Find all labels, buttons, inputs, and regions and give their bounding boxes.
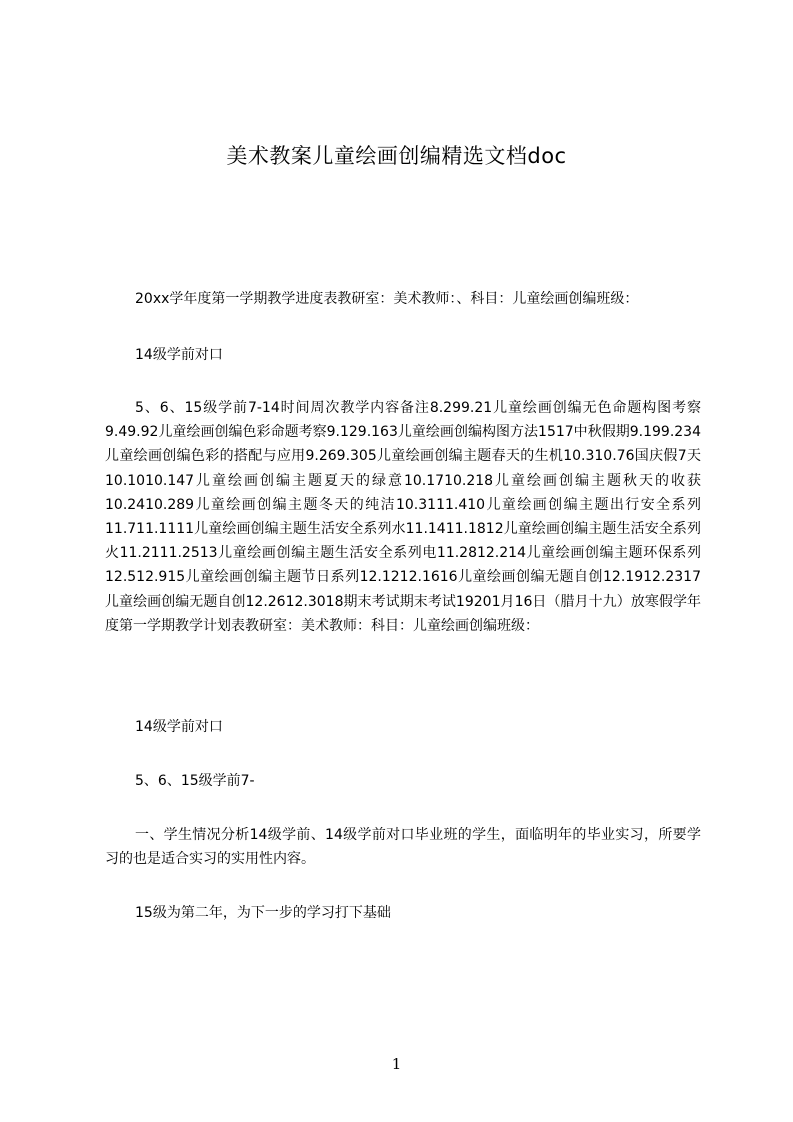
paragraph-schedule-header: 20xx学年度第一学期教学进度表教研室：美术教师：、科目：儿童绘画创编班级： bbox=[135, 291, 639, 307]
paragraph-second-year: 15级为第二年，为下一步的学习打下基础 bbox=[135, 905, 391, 921]
document-title: 美术教案儿童绘画创编精选文档doc bbox=[226, 144, 567, 168]
paragraph-class-name-2: 14级学前对口 bbox=[135, 719, 223, 735]
paragraph-schedule-body: 5、6、15级学前7-14时间周次教学内容备注8.299.21儿童绘画创编无色命题构图考察9.49.92儿童绘画创编色彩命题考察9.129.163儿童绘画创编构图方法1517中秋假期9.199.234儿童绘画创编色彩的搭配与应用9.269.305儿童绘画创编主题春天的生机10.310.76国庆假7天10.1010.147儿童绘画创编主题夏天的绿意10.1710.218儿童绘画创编主题秋天的收获10.2410.289儿童绘画创编主题冬天的纯洁10.3111.410儿童绘画创编主题出行安全系列11.711.1111儿童绘画创编主题生活安全系列水11.1411.1812儿童绘画创编主题生活安全系列火11.2111.2513儿童绘画创编主题生活安全系列电11.2812.214儿童绘画创编主题环保系列12.512.915儿童绘画创编主题节日系列12.1212.1616儿童绘画创编无题自创12.1912.2317儿童绘画创编无题自创12.2612.3018期末考试期末考试19201月16日（腊月十九）放寒假学年度第一学期教学计划表教研室：美术教师：科目：儿童绘画创编班级： bbox=[105, 400, 701, 634]
paragraph-student-analysis: 一、学生情况分析14级学前、14级学前对口毕业班的学生，面临明年的毕业实习，所要学习的也是适合实习的实用性内容。 bbox=[105, 827, 701, 868]
page-number: 1 bbox=[391, 1055, 402, 1073]
paragraph-class-name: 14级学前对口 bbox=[135, 347, 223, 363]
paragraph-class-range: 5、6、15级学前7- bbox=[135, 773, 255, 789]
